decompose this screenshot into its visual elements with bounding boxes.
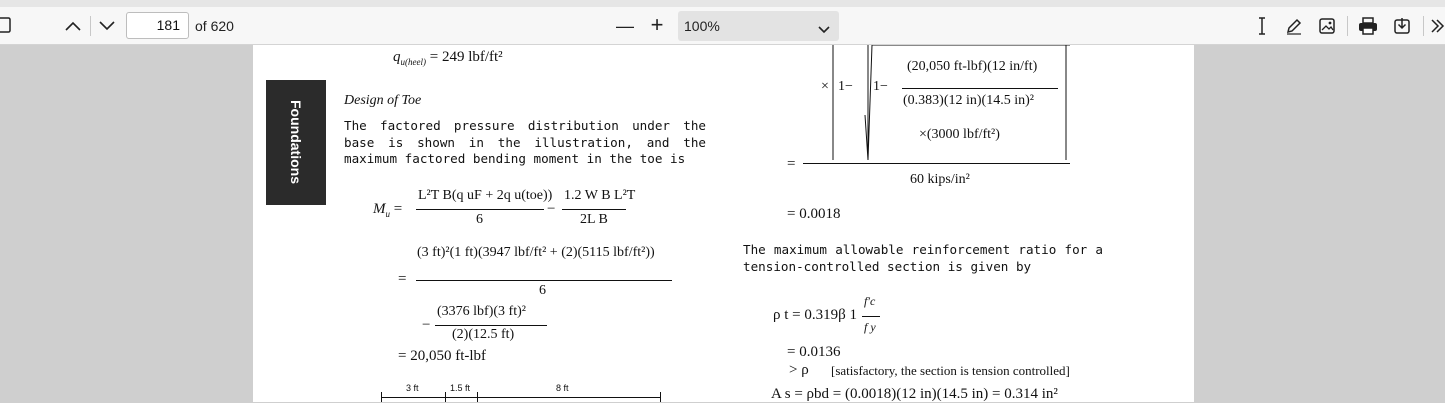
rho-t-value: = 0.0136 [787, 344, 841, 360]
radicand-num: (20,050 ft-lbf)(12 in/ft) [907, 59, 1038, 74]
page-total-label: of 620 [195, 18, 234, 34]
dim-tick-1 [381, 392, 382, 402]
zoom-value: 100% [684, 18, 720, 34]
pdf-toolbar [0, 7, 1445, 45]
right-paragraph: The maximum allowable reinforcement ratio for a tension-controlled section is given by [743, 242, 1103, 274]
eq2-den: 6 [539, 283, 546, 298]
rho-result: = 0.0018 [787, 206, 841, 222]
dim-label-8ft: 8 ft [556, 383, 569, 393]
dim-label-1-5ft: 1.5 ft [450, 383, 471, 393]
eq1-minus: − [547, 201, 556, 217]
fy-denominator-small: f y [864, 320, 876, 334]
print-icon[interactable] [1356, 15, 1380, 37]
dim-label-3ft: 3 ft [406, 383, 419, 393]
dimension-line [381, 397, 661, 398]
save-download-icon[interactable] [1391, 15, 1413, 37]
add-image-icon[interactable] [1316, 15, 1338, 37]
tools-separator [1347, 16, 1348, 36]
fc-fy-bar [862, 316, 880, 317]
next-page-icon[interactable] [96, 17, 118, 35]
window-top-strip [0, 0, 1445, 7]
radicand-bar [902, 88, 1058, 89]
eq1-term1-bar [416, 209, 544, 210]
zoom-out-icon[interactable]: — [616, 15, 634, 36]
eq3-den: (2)(12.5 ft) [452, 327, 515, 342]
times-one-minus: × [821, 79, 829, 94]
tension-note: [satisfactory, the section is tension controlled] [831, 363, 1070, 378]
mu-lhs: $M_u$ = [373, 201, 403, 219]
section-heading: Design of Toe [344, 93, 422, 108]
rho-compare: > ρ [789, 362, 809, 378]
section-tab-label: Foundations [288, 100, 304, 184]
inner-one-minus: 1− [873, 79, 888, 94]
eq3-bar [435, 325, 547, 326]
dim-tick-3 [477, 392, 478, 402]
radicand-den1: (0.383)(12 in)(14.5 in)² [903, 93, 1034, 108]
expand-chevron-icon[interactable] [1430, 17, 1445, 35]
body-paragraph: The factored pressure distribution under the base is shown in the illustration, and the maximum factored bending moment in the toe is [344, 118, 706, 166]
zoom-select[interactable] [678, 11, 839, 41]
dim-tick-2 [445, 392, 446, 402]
main-fraction-bar [803, 163, 1070, 164]
eq2-bar [416, 280, 672, 281]
draw-pen-icon[interactable] [1283, 15, 1305, 37]
eq3-minus: − [422, 317, 431, 333]
eq1-term2-num: 1.2 W B L²T [564, 188, 636, 203]
steel-area-line: A s = ρbd = (0.0018)(12 in)(14.5 in) = 0.314 in² [771, 386, 1058, 402]
sidebar-toggle-icon[interactable] [0, 17, 12, 33]
eq3-num: (3376 lbf)(3 ft)² [437, 304, 526, 319]
dim-tick-4 [660, 392, 661, 402]
eq1-term2-bar [562, 209, 626, 210]
radicand-den2: ×(3000 lbf/ft²) [919, 127, 1000, 142]
chevron-down-icon [818, 21, 830, 39]
eq2-num: (3 ft)²(1 ft)(3947 lbf/ft² + (2)(5115 lbf/ft²)) [417, 245, 655, 260]
moment-result: = 20,050 ft-lbf [398, 348, 487, 364]
text-select-icon[interactable] [1252, 15, 1272, 37]
rho-equals: = [787, 156, 796, 172]
eq1-term1-num: L²T B(q uF + 2q u(toe)) [418, 188, 553, 203]
fc-numerator: f′c [864, 294, 876, 308]
more-separator [1423, 16, 1424, 36]
previous-page-icon[interactable] [62, 17, 84, 35]
nav-separator [90, 16, 91, 36]
rho-t-equation: ρ t = 0.319β 1 [773, 307, 857, 323]
eq1-term2-den: 2L B [580, 212, 608, 227]
page-number-input[interactable]: 181 [126, 12, 189, 39]
fy-denominator: 60 kips/in² [910, 172, 970, 187]
eq2-equals: = [398, 271, 407, 287]
zoom-in-icon[interactable]: + [650, 12, 664, 37]
q-heel-equation: $q_{u(heel)} = 249$ lbf/ft² [393, 49, 503, 67]
outer-one-minus: 1− [838, 79, 853, 94]
section-tab [266, 80, 326, 205]
eq1-term1-den: 6 [476, 212, 483, 227]
